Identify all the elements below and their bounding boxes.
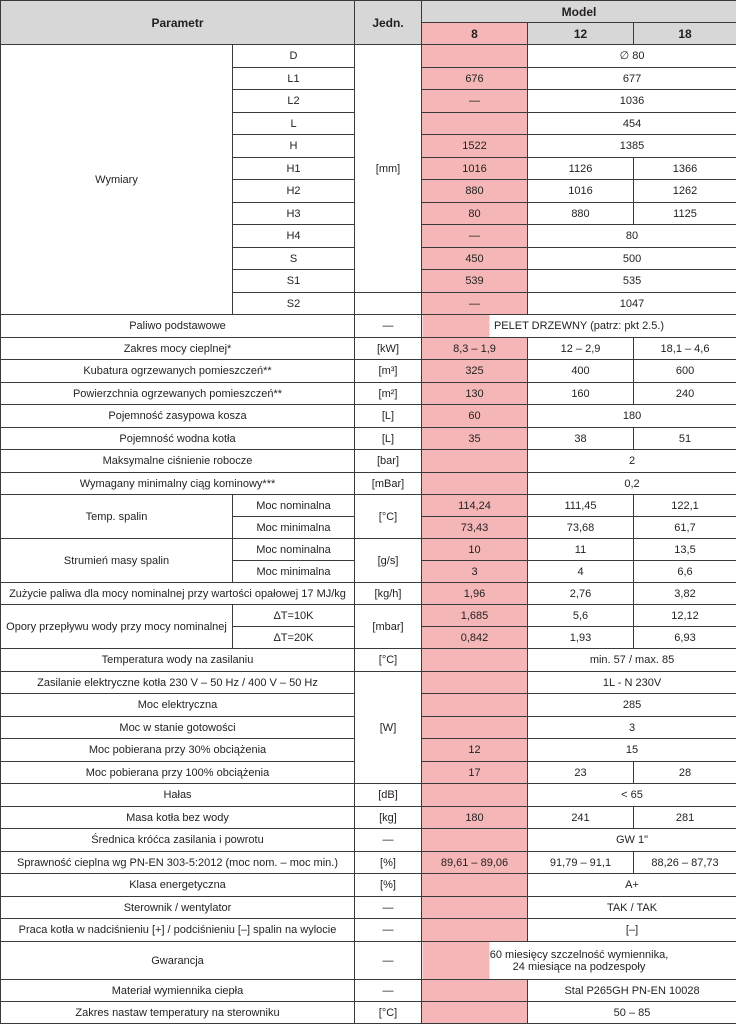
- param-value-12: 12 – 2,9: [528, 338, 634, 360]
- header-parametr: Parametr: [1, 1, 355, 45]
- param-value-8: 0,842: [422, 627, 528, 649]
- param-value-18: 240: [634, 383, 736, 405]
- param-unit: —: [355, 980, 422, 1002]
- param-unit: —: [355, 919, 422, 942]
- dim-value-18: 1366: [634, 158, 736, 180]
- param-label: Pojemność zasypowa kosza: [1, 405, 355, 428]
- param-unit: —: [355, 942, 422, 980]
- dim-value: 1036: [528, 90, 736, 113]
- param-unit: [°C]: [355, 495, 422, 539]
- param-value-18: 122,1: [634, 495, 736, 517]
- highlight-cell: [422, 980, 528, 1002]
- param-value-18: 3,82: [634, 583, 736, 605]
- param-value: GW 1": [528, 829, 736, 852]
- param-label: Temperatura wody na zasilaniu: [1, 649, 355, 672]
- header-jedn: Jedn.: [355, 1, 422, 45]
- highlight-cell: [422, 694, 528, 717]
- param-label: Zakres mocy cieplnej*: [1, 338, 355, 360]
- wymiary-unit: [mm]: [355, 45, 422, 293]
- param-label: Maksymalne ciśnienie robocze: [1, 450, 355, 473]
- dim-value: 80: [528, 225, 736, 248]
- param-value-8: 73,43: [422, 517, 528, 539]
- param-unit: [%]: [355, 874, 422, 897]
- param-label: Klasa energetyczna: [1, 874, 355, 897]
- param-label: Sprawność cieplna wg PN-EN 303-5:2012 (moc nom. – moc min.): [1, 852, 355, 874]
- param-label: Masa kotła bez wody: [1, 807, 355, 829]
- param-value: min. 57 / max. 85: [528, 649, 736, 672]
- param-value-8: 114,24: [422, 495, 528, 517]
- param-value-8: 180: [422, 807, 528, 829]
- param-unit: [bar]: [355, 450, 422, 473]
- param-value-12: 400: [528, 360, 634, 383]
- highlight-cell: [422, 45, 528, 68]
- param-value-18: 281: [634, 807, 736, 829]
- param-unit: [L]: [355, 405, 422, 428]
- param-value: TAK / TAK: [528, 897, 736, 919]
- param-value-8: 89,61 – 89,06: [422, 852, 528, 874]
- dim-value-18: 1125: [634, 203, 736, 225]
- highlight-cell: [422, 874, 528, 897]
- param-value: 3: [528, 717, 736, 739]
- param-value-12: 160: [528, 383, 634, 405]
- param-value-8: 1,96: [422, 583, 528, 605]
- param-label: Powierzchnia ogrzewanych pomieszczeń**: [1, 383, 355, 405]
- sub-label: Moc nominalna: [233, 495, 355, 517]
- dim-key: D: [233, 45, 355, 68]
- dim-value: 500: [528, 248, 736, 270]
- param-label: Gwarancja: [1, 942, 355, 980]
- dim-value-8: 80: [422, 203, 528, 225]
- dim-value: 454: [528, 113, 736, 135]
- highlight-cell: [422, 649, 528, 672]
- empty-unit-cell: [355, 293, 422, 315]
- param-value-12: 38: [528, 428, 634, 450]
- param-value-12: 241: [528, 807, 634, 829]
- param-unit: —: [355, 315, 422, 338]
- header-model-18: 18: [634, 23, 736, 45]
- param-unit: [kg]: [355, 807, 422, 829]
- param-label: Paliwo podstawowe: [1, 315, 355, 338]
- param-value-8: 1,685: [422, 605, 528, 627]
- dim-key: H2: [233, 180, 355, 203]
- dim-value-8: 676: [422, 68, 528, 90]
- param-value-8: 130: [422, 383, 528, 405]
- sub-label: ΔT=10K: [233, 605, 355, 627]
- param-label: Wymagany minimalny ciąg kominowy***: [1, 473, 355, 495]
- highlight-cell: [422, 672, 528, 694]
- param-value-18: 18,1 – 4,6: [634, 338, 736, 360]
- param-label: Strumień masy spalin: [1, 539, 233, 583]
- param-unit: [kW]: [355, 338, 422, 360]
- param-label: Materiał wymiennika ciepła: [1, 980, 355, 1002]
- param-value-12: 2,76: [528, 583, 634, 605]
- param-label: Moc w stanie gotowości: [1, 717, 355, 739]
- dim-value-8: 880: [422, 180, 528, 203]
- sub-label: ΔT=20K: [233, 627, 355, 649]
- dim-value-8: 1016: [422, 158, 528, 180]
- highlight-cell: [422, 919, 528, 942]
- dim-key: L1: [233, 68, 355, 90]
- header-model-8: 8: [422, 23, 528, 45]
- param-value-18: 61,7: [634, 517, 736, 539]
- param-value: 1L - N 230V: [528, 672, 736, 694]
- sub-label: Moc minimalna: [233, 561, 355, 583]
- param-value-8: 8,3 – 1,9: [422, 338, 528, 360]
- dim-value-12: 880: [528, 203, 634, 225]
- param-value-18: 28: [634, 762, 736, 784]
- param-unit: [kg/h]: [355, 583, 422, 605]
- dim-key: S: [233, 248, 355, 270]
- param-unit: —: [355, 897, 422, 919]
- dim-value-8: 539: [422, 270, 528, 293]
- param-unit: [°C]: [355, 649, 422, 672]
- dim-key: H3: [233, 203, 355, 225]
- param-unit: [dB]: [355, 784, 422, 807]
- param-value-18: 88,26 – 87,73: [634, 852, 736, 874]
- param-unit: [g/s]: [355, 539, 422, 583]
- header-model-12: 12: [528, 23, 634, 45]
- param-label: Średnica króćca zasilania i powrotu: [1, 829, 355, 852]
- param-value-12: 5,6: [528, 605, 634, 627]
- param-value: 50 – 85: [528, 1002, 736, 1024]
- dim-key: H: [233, 135, 355, 158]
- highlight-cell: [422, 473, 528, 495]
- param-value-8: 3: [422, 561, 528, 583]
- param-value-12: 11: [528, 539, 634, 561]
- dim-key: H1: [233, 158, 355, 180]
- param-value: 285: [528, 694, 736, 717]
- highlight-cell: [422, 1002, 528, 1024]
- param-unit: [°C]: [355, 1002, 422, 1024]
- sub-label: Moc minimalna: [233, 517, 355, 539]
- highlight-cell: [422, 784, 528, 807]
- param-label: Moc pobierana przy 100% obciążenia: [1, 762, 355, 784]
- param-value-18: 6,93: [634, 627, 736, 649]
- param-value: 2: [528, 450, 736, 473]
- param-value-12: 91,79 – 91,1: [528, 852, 634, 874]
- param-value: [–]: [528, 919, 736, 942]
- param-unit: [W]: [355, 672, 422, 784]
- param-label: Praca kotła w nadciśnieniu [+] / podciśnieniu [–] spalin na wylocie: [1, 919, 355, 942]
- dim-value: 1385: [528, 135, 736, 158]
- highlight-cell: [422, 829, 528, 852]
- param-unit: [mBar]: [355, 473, 422, 495]
- dim-value: 677: [528, 68, 736, 90]
- param-value-8: 17: [422, 762, 528, 784]
- header-model: Model: [422, 1, 736, 23]
- param-value-8: 60: [422, 405, 528, 428]
- param-label: Hałas: [1, 784, 355, 807]
- param-value-12: 1,93: [528, 627, 634, 649]
- param-unit: [L]: [355, 428, 422, 450]
- param-value-18: 12,12: [634, 605, 736, 627]
- param-label: Zakres nastaw temperatury na sterowniku: [1, 1002, 355, 1024]
- param-value-8: 10: [422, 539, 528, 561]
- dim-key: L2: [233, 90, 355, 113]
- param-value-18: 6,6: [634, 561, 736, 583]
- param-label: Moc elektryczna: [1, 694, 355, 717]
- dim-key: L: [233, 113, 355, 135]
- param-label: Opory przepływu wody przy mocy nominalnej: [1, 605, 233, 649]
- param-unit: [%]: [355, 852, 422, 874]
- param-value-18: 51: [634, 428, 736, 450]
- param-value-8: 325: [422, 360, 528, 383]
- param-value: 180: [528, 405, 736, 428]
- dim-key: S1: [233, 270, 355, 293]
- param-value: 15: [528, 739, 736, 762]
- wymiary-label: Wymiary: [1, 45, 233, 315]
- param-value: Stal P265GH PN-EN 10028: [528, 980, 736, 1002]
- param-value-12: 23: [528, 762, 634, 784]
- param-value: PELET DRZEWNY (patrz: pkt 2.5.): [422, 315, 736, 338]
- param-value-8: 12: [422, 739, 528, 762]
- param-label: Zużycie paliwa dla mocy nominalnej przy wartości opałowej 17 MJ/kg: [1, 583, 355, 605]
- highlight-cell: [422, 450, 528, 473]
- warranty-value: [422, 942, 736, 980]
- param-value-12: 73,68: [528, 517, 634, 539]
- param-label: Moc pobierana przy 30% obciążenia: [1, 739, 355, 762]
- dim-value-8: —: [422, 293, 528, 315]
- highlight-cell: [422, 113, 528, 135]
- param-unit: [mbar]: [355, 605, 422, 649]
- sub-label: Moc nominalna: [233, 539, 355, 561]
- param-value-18: 13,5: [634, 539, 736, 561]
- dim-value-12: 1126: [528, 158, 634, 180]
- param-unit: —: [355, 829, 422, 852]
- warranty-line-1: 60 miesięcy szczelność wymiennika,: [424, 949, 734, 961]
- param-value: 0,2: [528, 473, 736, 495]
- param-label: Sterownik / wentylator: [1, 897, 355, 919]
- param-unit: [m³]: [355, 360, 422, 383]
- param-value: < 65: [528, 784, 736, 807]
- dim-value-8: 1522: [422, 135, 528, 158]
- dim-value-8: —: [422, 90, 528, 113]
- param-value-12: 111,45: [528, 495, 634, 517]
- param-label: Kubatura ogrzewanych pomieszczeń**: [1, 360, 355, 383]
- param-value: A+: [528, 874, 736, 897]
- dim-value-12: 1016: [528, 180, 634, 203]
- param-value-12: 4: [528, 561, 634, 583]
- dim-value: 1047: [528, 293, 736, 315]
- dim-value-18: 1262: [634, 180, 736, 203]
- highlight-cell: [422, 717, 528, 739]
- param-unit: [m²]: [355, 383, 422, 405]
- dim-value: ∅ 80: [528, 45, 736, 68]
- param-label: Zasilanie elektryczne kotła 230 V – 50 Hz / 400 V – 50 Hz: [1, 672, 355, 694]
- dim-value-8: —: [422, 225, 528, 248]
- highlight-cell: [422, 897, 528, 919]
- warranty-line-2: 24 miesiące na podzespoły: [424, 961, 734, 973]
- param-value-8: 35: [422, 428, 528, 450]
- param-label: Temp. spalin: [1, 495, 233, 539]
- param-value-18: 600: [634, 360, 736, 383]
- dim-value: 535: [528, 270, 736, 293]
- dim-key: S2: [233, 293, 355, 315]
- param-label: Pojemność wodna kotła: [1, 428, 355, 450]
- dim-key: H4: [233, 225, 355, 248]
- dim-value-8: 450: [422, 248, 528, 270]
